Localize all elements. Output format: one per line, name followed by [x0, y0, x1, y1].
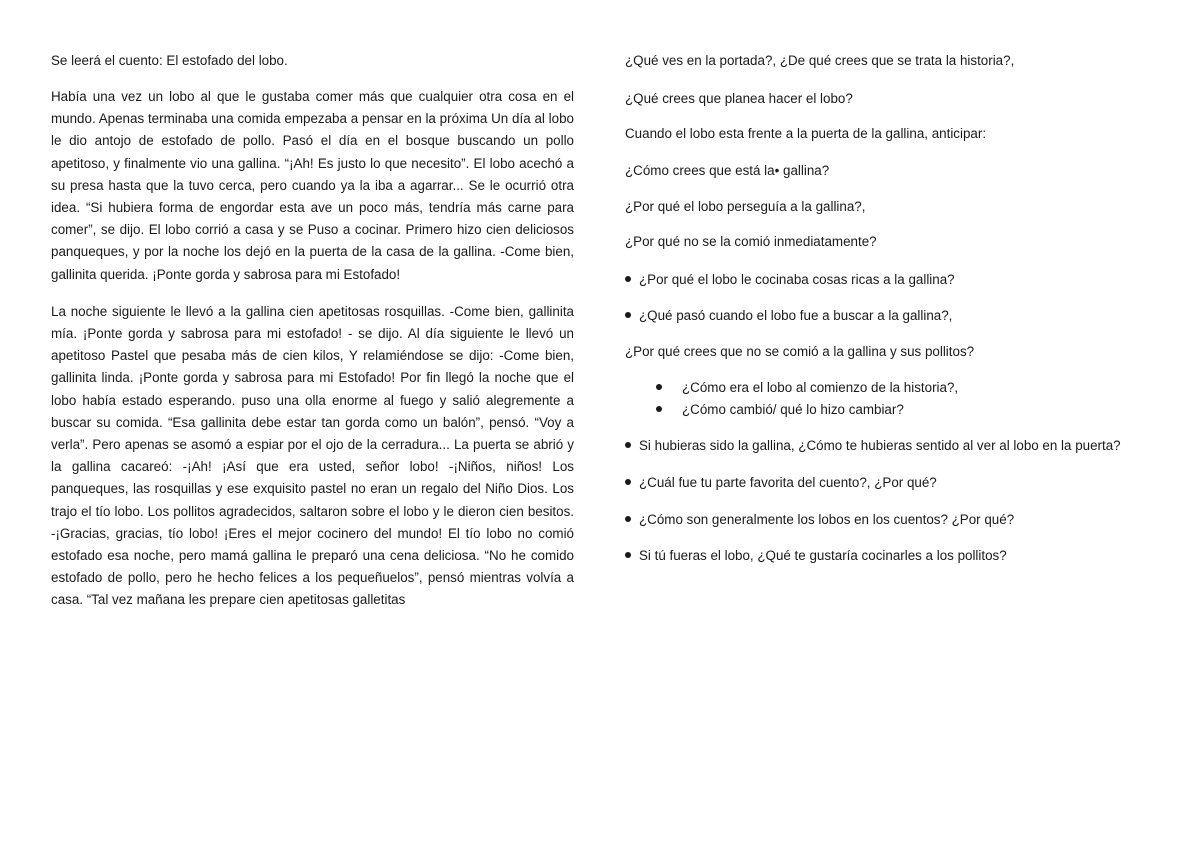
- bullet-icon: [625, 516, 631, 522]
- question-if-hen: Si hubieras sido la gallina, ¿Cómo te hubieras sentido al ver al lobo en la puerta?: [639, 438, 1121, 453]
- bullet-icon: [625, 312, 631, 318]
- bullet-item: [625, 510, 1014, 530]
- question-if-wolf: Si tú fueras el lobo, ¿Qué te gustaría cocinarles a los pollitos?: [639, 548, 1007, 563]
- story-title: Se leerá el cuento: El estofado del lobo.: [51, 53, 288, 68]
- question-why-not-eat: ¿Por qué no se la comió inmediatamente?: [625, 234, 877, 249]
- bullet-item: [625, 473, 937, 493]
- question-hen-state: ¿Cómo crees que está la• gallina?: [625, 163, 830, 178]
- sub-bullet-item: [656, 400, 904, 420]
- bullet-icon: [625, 442, 631, 448]
- question-wolf-change: ¿Cómo cambió/ qué lo hizo cambiar?: [682, 402, 904, 417]
- bullet-item: [625, 546, 1007, 566]
- bullet-item: [625, 270, 955, 290]
- sub-bullet-item: [656, 378, 958, 398]
- bullet-icon: [625, 552, 631, 558]
- question-why-chase: ¿Por qué el lobo perseguía a la gallina?,: [625, 199, 866, 214]
- bullet-icon: [656, 384, 662, 390]
- question-why-cook: ¿Por qué el lobo le cocinaba cosas ricas a la gallina?: [639, 272, 955, 287]
- bullet-icon: [656, 406, 662, 412]
- question-wolves-in-stories: ¿Cómo son generalmente los lobos en los cuentos? ¿Por qué?: [639, 512, 1015, 527]
- bullet-item: [625, 306, 952, 326]
- question-wolf-plan: ¿Qué crees que planea hacer el lobo?: [625, 91, 853, 106]
- question-cover: ¿Qué ves en la portada?, ¿De qué crees que se trata la historia?,: [625, 53, 1015, 68]
- story-paragraph-2: La noche siguiente le llevó a la gallina cien apetitosas rosquillas. -Come bien, gallinita mía. ¡Ponte gorda y sabrosa para mi estofado! - se dijo. Al día siguiente le llevó un apetitoso Pastel que pesaba más de cien kilos, Y relamiéndose se dijo: -Come bien, gallinita linda. ¡Ponte gorda y sabrosa para mi Estofado! Por fin llegó la noche que el lobo había estado esperando. puso una olla enorme al fuego y salió alegremente a buscar su comida. “Esa gallinita debe estar tan gorda como un balón”, pensó. “Voy a verla”. Pero apenas se asomó a espiar por el ojo de la cerradura... La puerta se abrió y la gallina cacareó: -¡Ah! ¡Así que era usted, señor lobo! -¡Niños, niños! Los panqueques, las rosquillas y ese exquisito pastel no eran un regalo del Niño Dios. Los trajo el tío lobo. Los pollitos agradecidos, saltaron sobre el lobo y le dieron cien besitos. -¡Gracias, gracias, tío lobo! ¡Eres el mejor cocinero del mundo! El tío lobo no comió estofado esa noche, pero mamá gallina le preparó una cena deliciosa. “No he comido estofado de pollo, pero he hecho felices a los pequeñuelos”, pensó mientras volvía a casa. “Tal vez mañana les prepare cien apetitosas galletitas: [51, 303, 574, 608]
- question-wolf-beginning: ¿Cómo era el lobo al comienzo de la historia?,: [682, 380, 959, 395]
- question-why-not-eat-chicks: ¿Por qué crees que no se comió a la gallina y sus pollitos?: [625, 344, 975, 359]
- bullet-icon: [625, 276, 631, 282]
- story-paragraph-1: Había una vez un lobo al que le gustaba comer más que cualquier otra cosa en el mundo. Apenas terminaba una comida empezaba a pensar en la próxima Un día al lobo le dio antojo de estofado de pollo. Pasó el día en el bosque buscando un pollo apetitoso, y finalmente vio una gallina. “¡Ah! Es justo lo que necesito”. El lobo acechó a su presa hasta que la tuvo cerca, pero cuando ya la iba a agarrar... Se le ocurrió otra idea. “Si hubiera forma de engordar esta ave un poco más, tendría más carne para comer”, se dijo. El lobo corrió a casa y se Puso a cocinar. Primero hizo cien deliciosos panqueques, y por la noche los dejó en la puerta de la casa de la gallina. -Come bien, gallinita querida. ¡Ponte gorda y sabrosa para mi Estofado!: [51, 89, 574, 282]
- question-what-happened: ¿Qué pasó cuando el lobo fue a buscar a la gallina?,: [639, 308, 953, 323]
- question-favorite-part: ¿Cuál fue tu parte favorita del cuento?, ¿Por qué?: [639, 475, 937, 490]
- question-anticipate: Cuando el lobo esta frente a la puerta de la gallina, anticipar:: [625, 126, 987, 141]
- bullet-item: [625, 436, 1121, 456]
- story-column: [51, 51, 574, 627]
- bullet-icon: [625, 479, 631, 485]
